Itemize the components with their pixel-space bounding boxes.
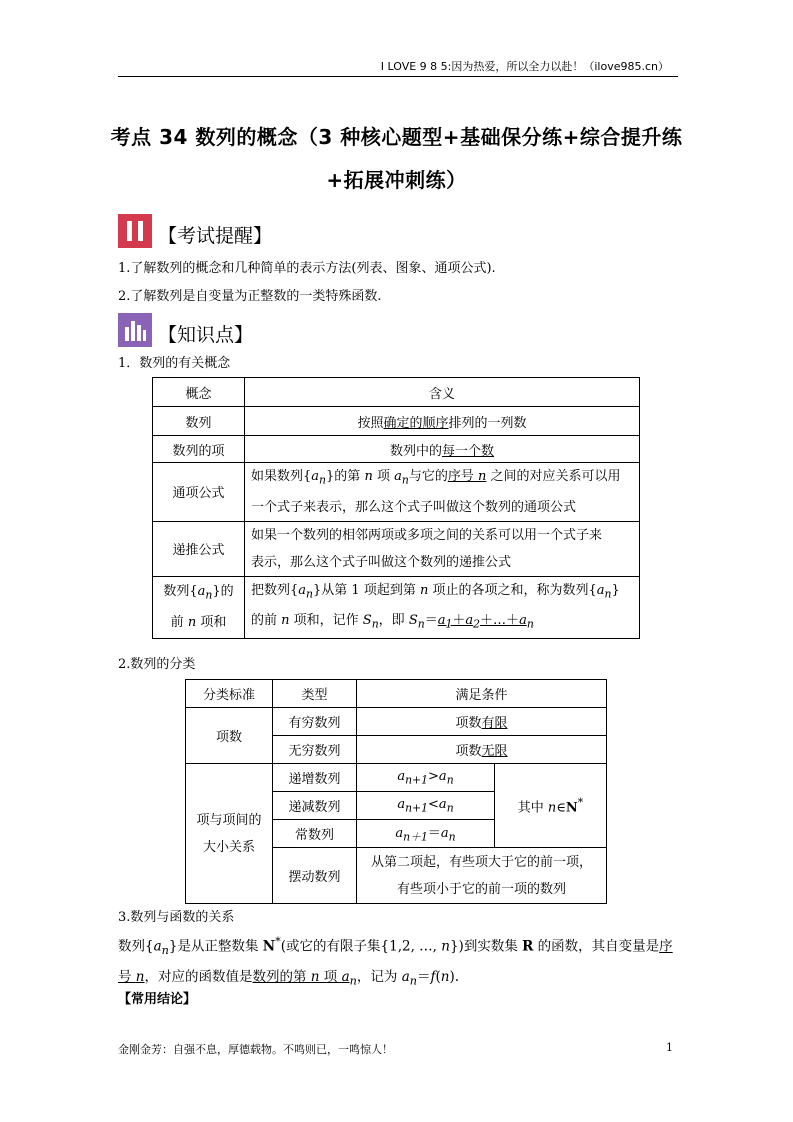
table-header-cell: 类型 (273, 680, 357, 708)
table-cell: 把数列$\{a_n\}$从第 1 项起到第 n 项止的各项之和，称为数列$\{a_n\}$ 的前 n 项和，记作 $S_n$，即 $S_n=a_1+a_2+\dots+a_n$ (245, 576, 640, 638)
table-row (186, 680, 607, 708)
table-cell: 项数 (186, 708, 273, 764)
page-title-line2: +拓展冲刺练） (326, 168, 467, 192)
table-row (153, 521, 640, 576)
table-cell: 如果数列$\{a_n\}$的第 n 项 $a_n$与它的序号 n 之间的对应关系可以用 一个式子来表示，那么这个式子叫做这个数列的通项公式 (245, 463, 640, 522)
section-knowledge-header (118, 311, 253, 347)
table-row (153, 463, 640, 522)
table-cell: 常数列 (273, 820, 357, 848)
table-row (153, 576, 640, 638)
section-exam-header (118, 212, 272, 248)
section-exam-title: 【考试提醒】 (158, 225, 273, 247)
common-conclusions-heading: 【常用结论】 (118, 992, 197, 1007)
table-row (153, 436, 640, 463)
table-cell: 递推公式 (153, 521, 245, 576)
page-header: I LOVE 9 8 5:因为热爱，所以全力以赴！（ilove985.cn） (380, 60, 669, 73)
page-title-line1: 考点 34 数列的概念（3 种核心题型+基础保分练+综合提升练 (110, 125, 683, 149)
table-cell: 数列$\{a_n\}$的 前 n 项和 (153, 576, 245, 638)
table-cell: 按照确定的顺序排列的一列数 (245, 407, 640, 436)
table-header-cell: 含义 (245, 378, 640, 407)
subheading-2: 2.数列的分类 (118, 657, 196, 672)
table-cell: $a_{n+1}>a_n$ (357, 764, 495, 792)
pause-bars-icon (118, 214, 152, 248)
table-header-cell: 概念 (153, 378, 245, 407)
header-rule (118, 76, 678, 77)
bar-chart-icon (118, 313, 152, 347)
table-cell: 通项公式 (153, 463, 245, 522)
table-cell: $a_{n+1}=a_n$ (357, 820, 495, 848)
table-cell: 其中 n∈N* (495, 764, 607, 848)
table-cell: 从第二项起，有些项大于它的前一项， 有些项小于它的前一项的数列 (357, 848, 607, 904)
table-cell: 递减数列 (273, 792, 357, 820)
table-row (153, 378, 640, 407)
table-cell: 有穷数列 (273, 708, 357, 736)
table-cell: 项与项间的 大小关系 (186, 764, 273, 904)
table-row (186, 708, 607, 736)
classification-table (185, 679, 607, 904)
table-cell: 无穷数列 (273, 736, 357, 764)
table-row (186, 764, 607, 792)
section-knowledge-title: 【知识点】 (158, 324, 254, 346)
table-row (153, 407, 640, 436)
function-relation-paragraph: 数列$\{a_n\}$是从正整数集 N*(或它的有限子集{1,2, …, n})到实数集 R 的函数，其自变量是序 号 n，对应的函数值是数列的第 n 项 $a_n$，记为 $a_n=f(n)$. (118, 935, 673, 988)
concept-table (152, 377, 640, 639)
table-cell: $a_{n+1}<a_n$ (357, 792, 495, 820)
table-cell: 递增数列 (273, 764, 357, 792)
table-cell: 项数无限 (357, 736, 607, 764)
page-footer: 金刚金芳：自强不息，厚德载物。不鸣则已，一鸣惊人！ (118, 1043, 393, 1056)
page-number: 1 (666, 1041, 673, 1054)
subheading-1: 1．数列的有关概念 (118, 356, 231, 371)
table-header-cell: 分类标准 (186, 680, 273, 708)
table-cell: 项数有限 (357, 708, 607, 736)
table-cell: 摆动数列 (273, 848, 357, 904)
exam-item-1: 1.了解数列的概念和几种简单的表示方法(列表、图象、通项公式). (118, 261, 496, 276)
exam-item-2: 2.了解数列是自变量为正整数的一类特殊函数. (118, 289, 382, 304)
table-cell: 数列的项 (153, 436, 245, 463)
subheading-3: 3.数列与函数的关系 (118, 910, 235, 925)
table-header-cell: 满足条件 (357, 680, 607, 708)
table-cell: 数列 (153, 407, 245, 436)
table-cell: 数列中的每一个数 (245, 436, 640, 463)
table-cell: 如果一个数列的相邻两项或多项之间的关系可以用一个式子来 表示，那么这个式子叫做这个数列的递推公式 (245, 521, 640, 576)
